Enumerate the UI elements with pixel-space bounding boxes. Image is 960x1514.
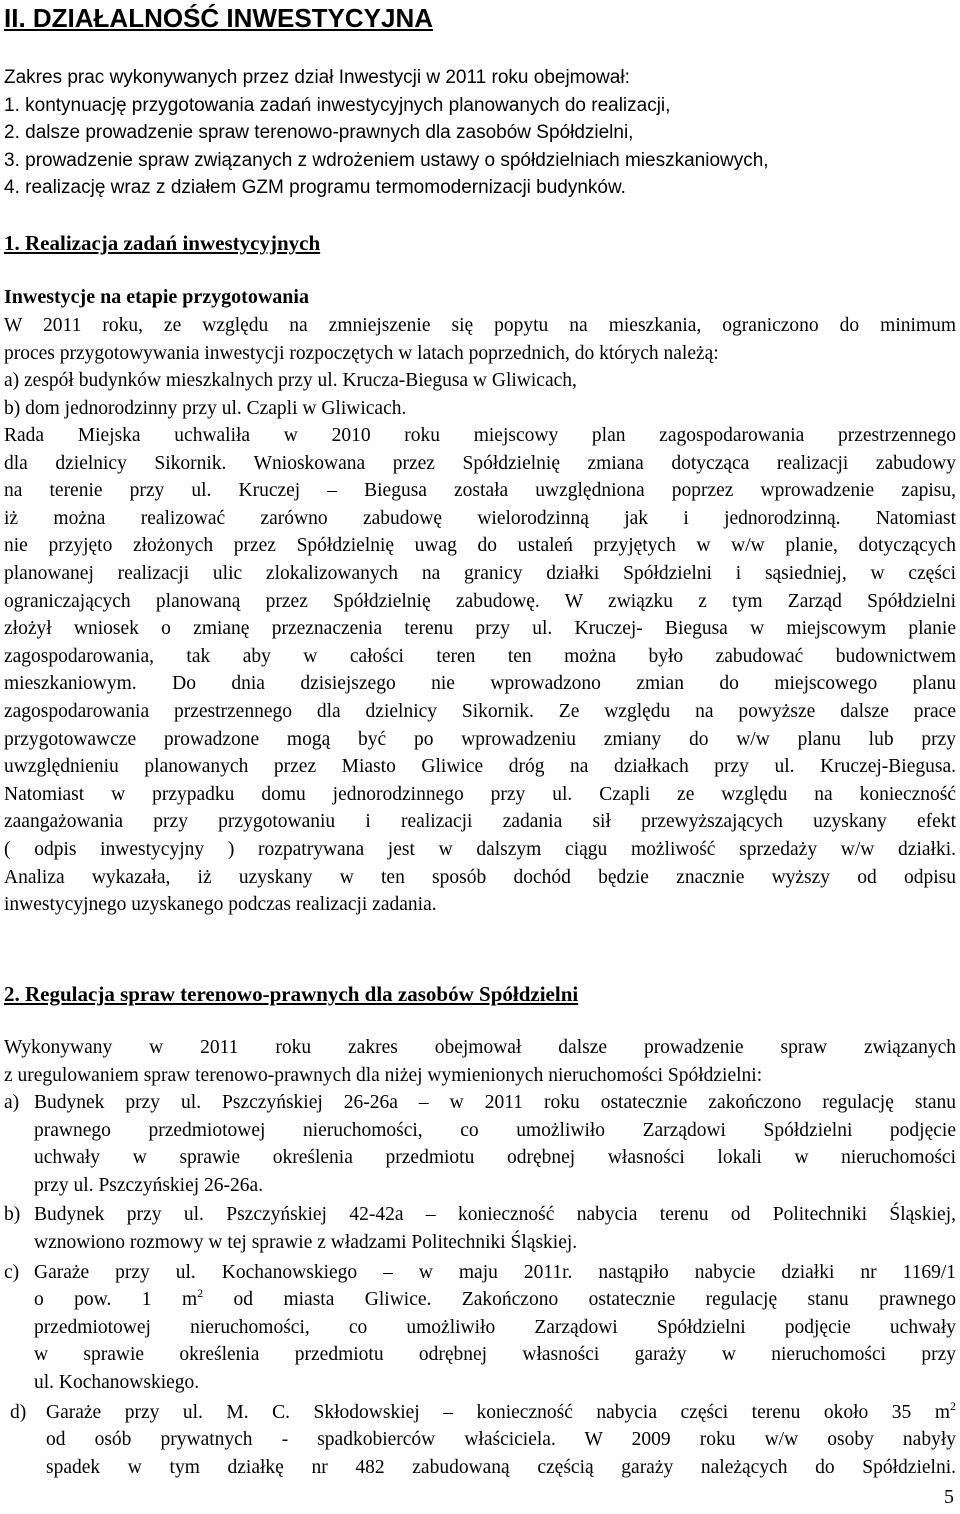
text-line: zaangażowania przy przygotowaniu i realizacji zadania sił przewyższających uzyskany efekt	[4, 811, 956, 833]
text-line: inwestycyjnego uzyskanego podczas realizacji zadania.	[4, 894, 437, 916]
text-line: prawnego przedmiotowej nieruchomości, co umożliwiło Zarządowi Spółdzielni podjęcie	[34, 1119, 956, 1141]
section-2-heading: 2. Regulacja spraw terenowo-prawnych dla zasobów Spółdzielni	[4, 982, 579, 1006]
text-run: od miasta Gliwice. Zakończono ostatecznie regulację stanu prawnego	[203, 1289, 956, 1311]
text-line	[34, 1286, 956, 1314]
text-line: Garaże przy ul. Kochanowskiego – w maju 2011r. nastąpiło nabycie działki nr 1169/1	[34, 1261, 956, 1283]
text-line: z uregulowaniem spraw terenowo-prawnych dla niżej wymienionych nieruchomości Spółdzielni:	[4, 1064, 763, 1086]
intro-lead: Zakres prac wykonywanych przez dział Inwestycji w 2011 roku obejmował:	[4, 67, 630, 88]
text-line: ograniczających planowaną przez Spółdzielnię zabudowę. W związku z tym Zarząd Spółdzielni	[4, 590, 956, 612]
text-line: przy ul. Pszczyńskiej 26-26a.	[34, 1174, 264, 1196]
section-1-subheading: Inwestycje na etapie przygotowania	[4, 286, 309, 308]
section-title: II. DZIAŁALNOŚĆ INWESTYCYJNA	[4, 3, 434, 33]
superscript: 2	[197, 1286, 204, 1301]
text-line	[46, 1399, 956, 1427]
text-line: Rada Miejska uchwaliła w 2010 roku miejscowy plan zagospodarowania przestrzennego	[4, 425, 956, 446]
text-line: proces przygotowywania inwestycji rozpoczętych w latach poprzednich, do których należą:	[4, 342, 719, 364]
intro-block	[4, 64, 954, 202]
text-line: Budynek przy ul. Pszczyńskiej 26-26a – w 2011 roku ostatecznie zakończono regulację stanu	[34, 1092, 956, 1113]
list-item-d	[4, 1399, 956, 1482]
intro-item: 3. prowadzenie spraw związanych z wdrożeniem ustawy o spółdzielniach mieszkaniowych,	[4, 149, 769, 171]
section-2-list	[4, 1089, 956, 1481]
text-line: ( odpis inwestycyjny ) rozpatrywana jest w dalszym ciągu możliwość sprzedaży w/w działki.	[4, 838, 956, 860]
text-line: w sprawie określenia przedmiotu odrębnej własności garaży w nieruchomości przy	[34, 1344, 956, 1366]
section-1-heading: 1. Realizacja zadań inwestycyjnych	[4, 231, 321, 255]
text-line: iż można realizować zarówno zabudowę wielorodzinną jak i jednorodzinną. Natomiast	[4, 507, 956, 529]
text-line: ul. Kochanowskiego.	[34, 1371, 200, 1393]
text-line: zagospodarowania, tak aby w całości teren ten można było zabudować budownictwem	[4, 645, 956, 667]
list-item-label: b)	[4, 1204, 21, 1226]
list-item-c	[4, 1259, 956, 1397]
text-line: od osób prywatnych - spadkobierców właściciela. W 2009 roku w/w osoby nabyły	[46, 1429, 956, 1451]
section-1-paragraph-2	[4, 422, 956, 919]
intro-item: 1. kontynuację przygotowania zadań inwestycyjnych planowanych do realizacji,	[4, 94, 671, 116]
text-line: wznowiono rozmowy w tej sprawie z władzami Politechniki Śląskiej.	[34, 1231, 578, 1253]
text-line: przedmiotowej nieruchomości, co umożliwiło Zarządowi Spółdzielni podjęcie uchwały	[34, 1316, 956, 1338]
text-line: Natomiast w przypadku domu jednorodzinnego przy ul. Czapli ze względu na konieczność	[4, 783, 956, 805]
list-item-a	[4, 1089, 956, 1199]
text-line: W 2011 roku, ze względu na zmniejszenie się popytu na mieszkania, ograniczono do minimum	[4, 315, 956, 336]
text-line: Wykonywany w 2011 roku zakres obejmował dalsze prowadzenie spraw związanych	[4, 1037, 956, 1058]
text-line: dla dzielnicy Sikornik. Wnioskowana przez Spółdzielnię zmiana dotycząca realizacji zabudowy	[4, 452, 956, 474]
text-line: b) dom jednorodzinny przy ul. Czapli w Gliwicach.	[4, 397, 407, 419]
superscript: 2	[950, 1398, 956, 1413]
text-run: o pow. 1 m	[34, 1289, 198, 1311]
text-line: na terenie przy ul. Kruczej – Biegusa została uwzględniona poprzez wprowadzenie zapisu,	[4, 480, 956, 502]
text-line: spadek w tym działkę nr 482 zabudowaną częścią garaży należących do Spółdzielni.	[46, 1456, 956, 1478]
list-item-label: d)	[10, 1401, 27, 1423]
list-item-label: a)	[4, 1092, 20, 1113]
text-line: zagospodarowania przestrzennego dla dzielnicy Sikornik. Ze względu na powyższe dalsze prace	[4, 700, 956, 722]
list-item-b	[4, 1201, 956, 1256]
text-line: uwzględnieniu planowanych przez Miasto Gliwice dróg na działkach przy ul. Kruczej-Biegusa.	[4, 756, 956, 778]
text-line: a) zespół budynków mieszkalnych przy ul. Krucza-Biegusa w Gliwicach,	[4, 370, 577, 392]
intro-item: 4. realizację wraz z działem GZM programu termomodernizacji budynków.	[4, 177, 626, 198]
intro-item: 2. dalsze prowadzenie spraw terenowo-prawnych dla zasobów Spółdzielni,	[4, 122, 634, 143]
text-line: planowanej realizacji ulic zlokalizowanych na granicy działki Spółdzielni i sąsiedniej, w części	[4, 562, 956, 584]
text-line: nie przyjęto złożonych przez Spółdzielnię uwag do ustaleń przyjętych w w/w planie, dotyczących	[4, 535, 956, 557]
section-2-intro	[4, 1034, 956, 1089]
text-line: Budynek przy ul. Pszczyńskiej 42-42a – konieczność nabycia terenu od Politechniki Śląskiej,	[34, 1204, 956, 1226]
list-item-label: c)	[4, 1261, 20, 1283]
text-line: przygotowawcze prowadzone mogą być po wprowadzeniu zmiany do w/w planu lub przy	[4, 728, 956, 750]
section-1-paragraph-1	[4, 312, 956, 422]
text-line: uchwały w sprawie określenia przedmiotu odrębnej własności lokali w nieruchomości	[34, 1147, 956, 1169]
page-number: 5	[944, 1486, 954, 1508]
text-line: mieszkaniowym. Do dnia dzisiejszego nie wprowadzono zmian do miejscowego planu	[4, 673, 956, 695]
text-line: Analiza wykazała, iż uzyskany w ten sposób dochód będzie znacznie wyższy od odpisu	[4, 866, 956, 888]
text-run: Garaże przy ul. M. C. Skłodowskiej – konieczność nabycia części terenu około 35 m	[46, 1401, 950, 1423]
text-line: złożył wniosek o zmianę przeznaczenia terenu przy ul. Kruczej- Biegusa w miejscowym planie	[4, 618, 956, 640]
